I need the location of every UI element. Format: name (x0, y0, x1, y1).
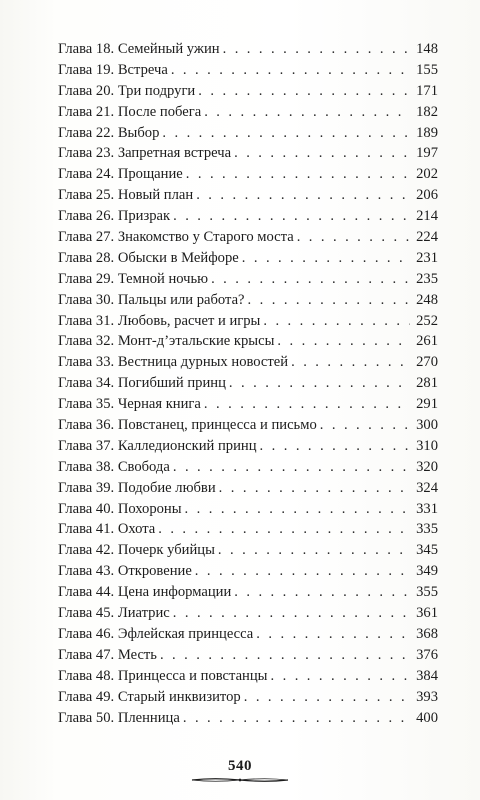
chapter-page-number: 248 (416, 291, 438, 308)
toc-entry (58, 373, 438, 394)
chapter-page-number: 349 (416, 563, 438, 580)
chapter-title: Глава 20. Три подруги (58, 82, 196, 99)
dot-leader (211, 269, 410, 290)
chapter-title: Глава 30. Пальцы или работа? (58, 291, 245, 308)
toc-entry (58, 561, 438, 582)
chapter-page-number: 252 (416, 312, 438, 329)
dot-leader (196, 185, 410, 206)
toc-entry (58, 269, 438, 290)
chapter-page-number: 345 (416, 542, 438, 559)
toc-entry (58, 290, 438, 311)
chapter-title: Глава 48. Принцесса и повстанцы (58, 667, 268, 684)
chapter-title: Глава 23. Запретная встреча (58, 145, 232, 162)
chapter-title: Глава 26. Призрак (58, 208, 171, 225)
dot-leader (277, 331, 410, 352)
chapter-page-number: 197 (416, 145, 438, 162)
chapter-page-number: 171 (416, 82, 438, 99)
toc-entry (58, 311, 438, 332)
toc-entry (58, 60, 438, 81)
chapter-title: Глава 34. Погибший принц (58, 375, 226, 392)
dot-leader (260, 436, 410, 457)
chapter-page-number: 291 (416, 396, 438, 413)
toc-entry (58, 39, 438, 60)
chapter-page-number: 400 (416, 709, 438, 726)
toc-entry (58, 499, 438, 520)
dot-leader (256, 624, 410, 645)
chapter-page-number: 281 (416, 375, 438, 392)
chapter-title: Глава 37. Калледионский принц (58, 437, 257, 454)
dot-leader (160, 645, 410, 666)
dot-leader (162, 123, 410, 144)
chapter-page-number: 384 (416, 667, 438, 684)
dot-leader (173, 603, 410, 624)
chapter-title: Глава 27. Знакомство у Старого моста (58, 229, 294, 246)
chapter-title: Глава 32. Монт-д’этальские крысы (58, 333, 275, 350)
toc-entry (58, 206, 438, 227)
dot-leader (242, 248, 410, 269)
chapter-page-number: 320 (416, 458, 438, 475)
chapter-title: Глава 39. Подобие любви (58, 479, 216, 496)
toc-entry (58, 227, 438, 248)
dot-leader (195, 561, 410, 582)
chapter-page-number: 300 (416, 417, 438, 434)
dot-leader (173, 457, 410, 478)
dot-leader (297, 227, 410, 248)
toc-entry (58, 248, 438, 269)
toc-entry (58, 102, 438, 123)
chapter-page-number: 189 (416, 124, 438, 141)
chapter-page-number: 231 (416, 249, 438, 266)
chapter-page-number: 331 (416, 500, 438, 517)
dot-leader (320, 415, 410, 436)
ornament-icon (190, 777, 290, 783)
table-of-contents (58, 39, 438, 728)
dot-leader (218, 540, 410, 561)
page-folio (0, 757, 480, 775)
toc-entry (58, 666, 438, 687)
chapter-title: Глава 31. Любовь, расчет и игры (58, 312, 261, 329)
chapter-title: Глава 33. Вестница дурных новостей (58, 354, 289, 371)
toc-entry (58, 185, 438, 206)
chapter-page-number: 393 (416, 688, 438, 705)
toc-entry (58, 457, 438, 478)
dot-leader (183, 708, 410, 729)
toc-entry (58, 687, 438, 708)
toc-entry (58, 540, 438, 561)
chapter-page-number: 148 (416, 41, 438, 57)
chapter-title: Глава 29. Темной ночью (58, 270, 209, 287)
toc-entry (58, 81, 438, 102)
toc-entry (58, 645, 438, 666)
toc-entry (58, 582, 438, 603)
chapter-page-number: 214 (416, 208, 438, 225)
chapter-page-number: 206 (416, 187, 438, 204)
chapter-title: Глава 36. Повстанец, принцесса и письмо (58, 417, 317, 434)
chapter-title: Глава 49. Старый инквизитор (58, 688, 241, 705)
chapter-page-number: 202 (416, 166, 438, 183)
chapter-page-number: 324 (416, 479, 438, 496)
dot-leader (171, 60, 410, 81)
dot-leader (248, 290, 410, 311)
dot-leader (244, 687, 410, 708)
chapter-page-number: 155 (416, 61, 438, 78)
chapter-title: Глава 25. Новый план (58, 187, 194, 204)
toc-entry (58, 624, 438, 645)
chapter-page-number: 376 (416, 646, 438, 663)
chapter-page-number: 368 (416, 625, 438, 642)
dot-leader (223, 39, 410, 60)
chapter-page-number: 361 (416, 605, 438, 622)
dot-leader (158, 519, 410, 540)
chapter-title: Глава 46. Эфлейская принцесса (58, 625, 254, 642)
dot-leader (229, 373, 410, 394)
chapter-title: Глава 43. Откровение (58, 563, 192, 580)
toc-entry (58, 394, 438, 415)
toc-entry (58, 331, 438, 352)
dot-leader (204, 102, 410, 123)
page-number: 540 (228, 758, 252, 774)
chapter-page-number: 224 (416, 229, 438, 246)
chapter-title: Глава 19. Встреча (58, 61, 168, 78)
toc-entry (58, 415, 438, 436)
dot-leader (234, 143, 410, 164)
chapter-title: Глава 38. Свобода (58, 458, 170, 475)
dot-leader (291, 352, 410, 373)
toc-entry (58, 436, 438, 457)
chapter-page-number: 335 (416, 521, 438, 538)
chapter-title: Глава 35. Черная книга (58, 396, 201, 413)
toc-entry (58, 478, 438, 499)
dot-leader (263, 311, 410, 332)
chapter-title: Глава 41. Охота (58, 521, 156, 538)
chapter-title: Глава 21. После побега (58, 103, 202, 120)
chapter-page-number: 310 (416, 437, 438, 454)
chapter-title: Глава 44. Цена информации (58, 584, 232, 601)
chapter-page-number: 355 (416, 584, 438, 601)
chapter-title: Глава 28. Обыски в Мейфоре (58, 249, 239, 266)
dot-leader (185, 499, 410, 520)
chapter-page-number: 261 (416, 333, 438, 350)
chapter-title: Глава 18. Семейный ужин (58, 41, 220, 57)
chapter-title: Глава 47. Месть (58, 646, 157, 663)
chapter-title: Глава 45. Лиатрис (58, 605, 170, 622)
dot-leader (219, 478, 410, 499)
chapter-title: Глава 42. Почерк убийцы (58, 542, 215, 559)
dot-leader (204, 394, 410, 415)
chapter-title: Глава 24. Прощание (58, 166, 183, 183)
dot-leader (186, 164, 410, 185)
dot-leader (271, 666, 411, 687)
toc-entry (58, 603, 438, 624)
toc-entry (58, 164, 438, 185)
chapter-page-number: 270 (416, 354, 438, 371)
toc-entry (58, 519, 438, 540)
toc-entry (58, 708, 438, 729)
chapter-title: Глава 22. Выбор (58, 124, 160, 141)
toc-entry (58, 123, 438, 144)
dot-leader (173, 206, 410, 227)
dot-leader (234, 582, 410, 603)
chapter-title: Глава 50. Пленница (58, 709, 180, 726)
chapter-title: Глава 40. Похороны (58, 500, 182, 517)
chapter-page-number: 182 (416, 103, 438, 120)
toc-entry (58, 352, 438, 373)
chapter-page-number: 235 (416, 270, 438, 287)
dot-leader (198, 81, 410, 102)
toc-entry (58, 143, 438, 164)
